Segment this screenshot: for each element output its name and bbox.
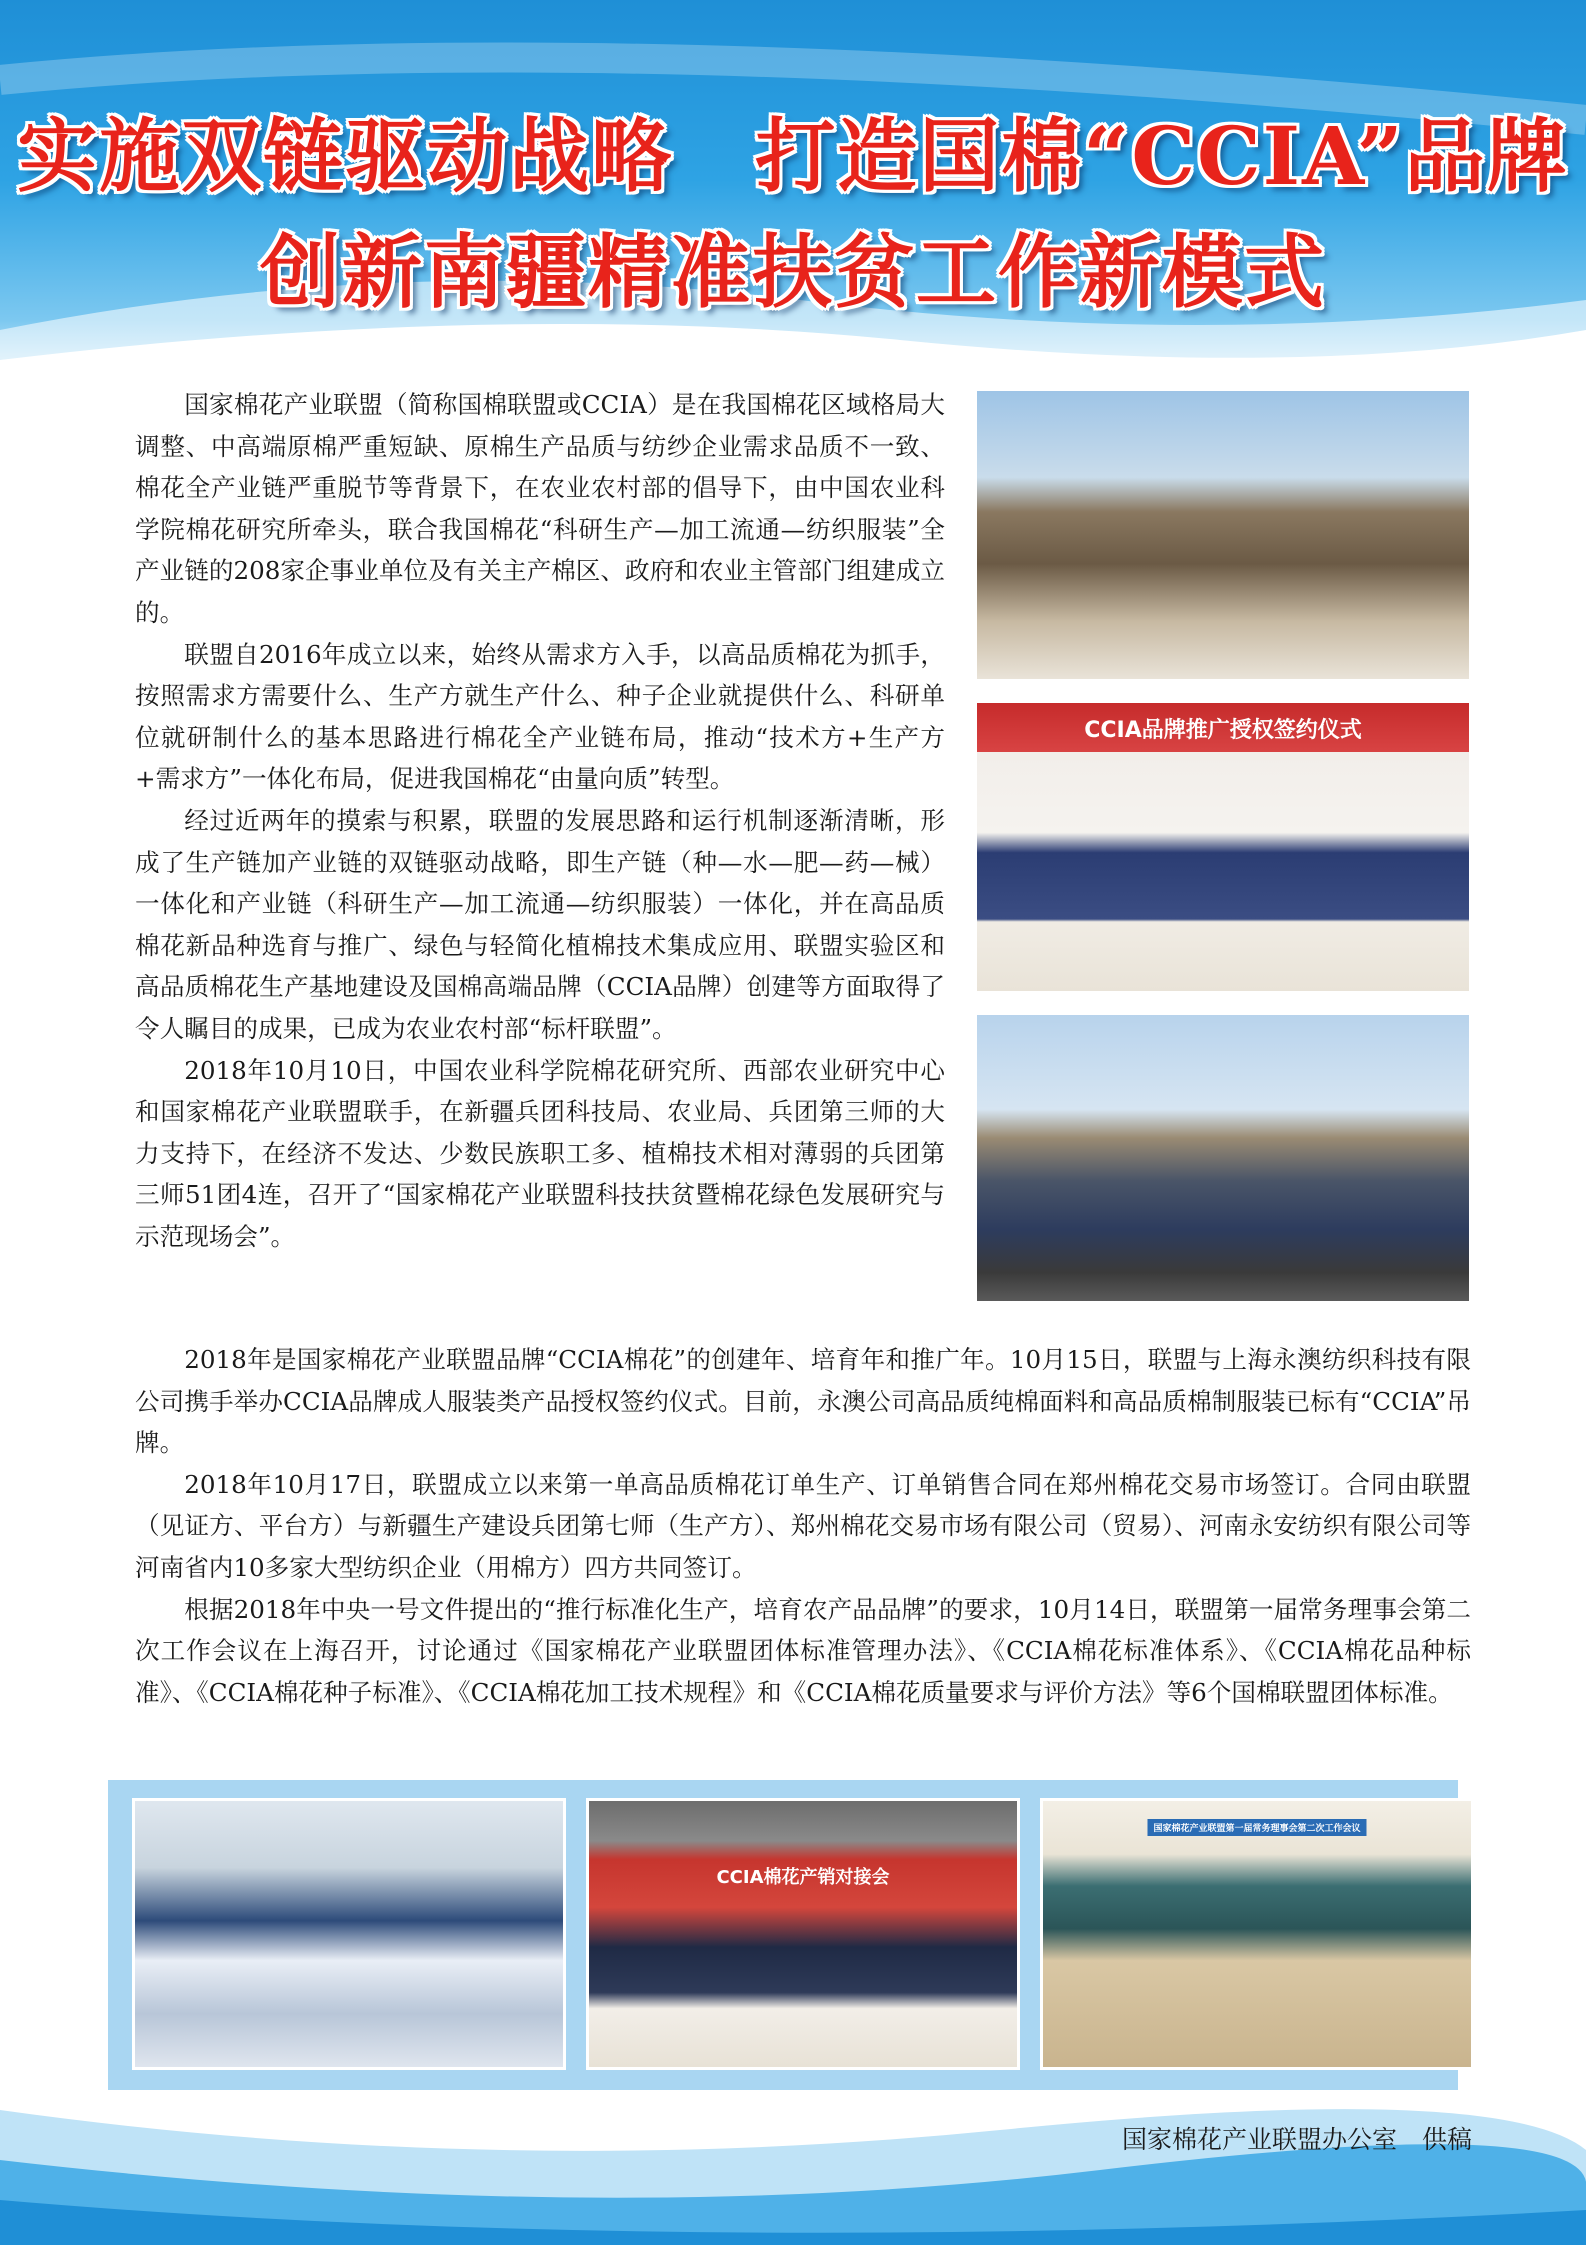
- paragraph: 国家棉花产业联盟（简称国棉联盟或CCIA）是在我国棉花区域格局大调整、中高端原棉严重短缺、原棉生产品质与纺纱企业需求品质不一致、棉花全产业链严重脱节等背景下，在农业农村部的倡导下，由中国农业科学院棉花研究所牵头，联合我国棉花“科研生产—加工流通—纺织服装”全产业链的208家企事业单位及有关主产棉区、政府和农业主管部门组建成立的。: [135, 390, 945, 627]
- signing-banner-text: CCIA品牌推广授权签约仪式: [1084, 718, 1362, 743]
- paragraph: 根据2018年中央一号文件提出的“推行标准化生产，培育农产品品牌”的要求，10月14日，联盟第一届常务理事会第二次工作会议在上海召开，讨论通过《国家棉花产业联盟团体标准管理办法》、《CCIA棉花标准体系》、《CCIA棉花品种标准》、《CCIA棉花种子标准》、《CCIA棉花加工技术规程》和《CCIA棉花质量要求与评价方法》等6个国棉联盟团体标准。: [135, 1594, 1471, 1707]
- meeting-banner-text: CCIA棉花产销对接会: [716, 1867, 890, 1888]
- paragraph: 2018年是国家棉花产业联盟品牌“CCIA棉花”的创建年、培育年和推广年。10月15日，联盟与上海永澳纺织科技有限公司携手举办CCIA品牌成人服装类产品授权签约仪式。目前，永澳公司高品质纯棉面料和高品质棉制服装已标有“CCIA”吊牌。: [135, 1345, 1471, 1458]
- footer-credit: 国家棉花产业联盟办公室 供稿: [1121, 2125, 1472, 2154]
- photo-field-meeting: [974, 1012, 1472, 1304]
- title-line-2: 创新南疆精准扶贫工作新模式: [260, 225, 1326, 319]
- conference-banner-text: 国家棉花产业联盟第一届常务理事会第二次工作会议: [1147, 1819, 1366, 1836]
- paragraph: 2018年10月10日，中国农业科学院棉花研究所、西部农业研究中心和国家棉花产业联盟联手，在新疆兵团科技局、农业局、兵团第三师的大力支持下，在经济不发达、少数民族职工多、植棉技术相对薄弱的兵团第三师51团4连，召开了“国家棉花产业联盟科技扶贫暨棉花绿色发展研究与示范现场会”。: [135, 1055, 945, 1251]
- photo-contract-signing: [586, 1798, 1020, 2070]
- paragraph: 2018年10月17日，联盟成立以来第一单高品质棉花订单生产、订单销售合同在郑州棉花交易市场签订。合同由联盟（见证方、平台方）与新疆生产建设兵团第七师（生产方）、郑州棉花交易市场有限公司（贸易）、河南永安纺织有限公司等河南省内10多家大型纺织企业（用棉方）四方共同签订。: [135, 1469, 1471, 1582]
- paragraph: 联盟自2016年成立以来，始终从需求方入手，以高品质棉花为抓手，按照需求方需要什么、生产方就生产什么、种子企业就提供什么、科研单位就研制什么的基本思路进行棉花全产业链布局，推动“技术方+生产方+需求方”一体化布局，促进我国棉花“由量向质”转型。: [135, 639, 945, 794]
- photo-garment-inspection: [132, 1798, 566, 2070]
- article-full-width: [135, 1339, 1471, 1713]
- footer-wave-decoration: [0, 2090, 1586, 2245]
- photo-signing-ceremony: [974, 700, 1472, 994]
- article-left-column: [135, 384, 945, 1257]
- title-line-1: 实施双链驱动战略 打造国棉“CCIA”品牌: [17, 109, 1569, 203]
- paragraph: 经过近两年的摸索与积累，联盟的发展思路和运行机制逐渐清晰，形成了生产链加产业链的双链驱动战略，即生产链（种—水—肥—药—械）一体化和产业链（科研生产—加工流通—纺织服装）一体化，并在高品质棉花新品种选育与推广、绿色与轻简化植棉技术集成应用、联盟实验区和高品质棉花生产基地建设及国棉高端品牌（CCIA品牌）创建等方面取得了令人瞩目的成果，已成为农业农村部“标杆联盟”。: [135, 805, 945, 1043]
- photo-council-meeting: [1040, 1798, 1474, 2070]
- photo-cotton-field-officials: [974, 388, 1472, 682]
